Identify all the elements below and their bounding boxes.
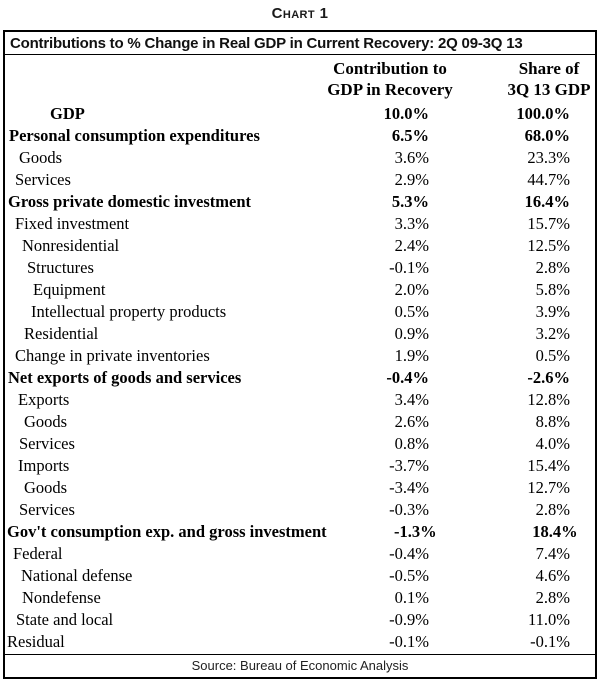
table-row	[5, 521, 595, 543]
table-row	[5, 477, 595, 499]
table-row	[5, 125, 595, 147]
row-contribution-value: 3.3%	[394, 214, 429, 233]
row-label: Services	[19, 500, 75, 519]
row-label: Residual	[7, 632, 65, 651]
row-contribution-value: 0.1%	[394, 588, 429, 607]
row-share-value: 23.3%	[527, 148, 570, 167]
row-label: Personal consumption expenditures	[9, 126, 260, 145]
row-share-value: 8.8%	[535, 412, 570, 431]
column-header-contribution-line1: Contribution to	[333, 59, 447, 78]
row-label: Intellectual property products	[31, 302, 227, 321]
row-share-value: -0.1%	[530, 632, 570, 651]
row-contribution-value: -0.3%	[389, 500, 429, 519]
row-label: Net exports of goods and services	[8, 368, 242, 387]
row-share-value: 15.4%	[527, 456, 570, 475]
row-contribution-value: 0.8%	[394, 434, 429, 453]
gdp-contributions-table	[3, 30, 597, 679]
table-row	[5, 411, 595, 433]
row-share-value: 0.5%	[535, 346, 570, 365]
row-label: Goods	[24, 478, 68, 497]
row-label: Goods	[19, 148, 63, 167]
row-contribution-value: 2.9%	[394, 170, 429, 189]
exhibit-heading: Chart 1	[271, 5, 329, 22]
row-contribution-value: -3.7%	[389, 456, 429, 475]
row-share-value: 12.5%	[527, 236, 570, 255]
row-contribution-value: 5.3%	[391, 192, 429, 211]
table-row	[5, 235, 595, 257]
row-contribution-value: 6.5%	[391, 126, 429, 145]
table-header-row	[5, 55, 595, 103]
table-row	[5, 455, 595, 477]
table-row	[5, 631, 595, 653]
table-row	[5, 301, 595, 323]
row-share-value: 12.7%	[527, 478, 570, 497]
row-label: Fixed investment	[15, 214, 130, 233]
row-label: Nonresidential	[22, 236, 120, 255]
row-contribution-value: -3.4%	[389, 478, 429, 497]
row-share-value: 3.9%	[535, 302, 570, 321]
row-share-value: 12.8%	[527, 390, 570, 409]
row-label: Nondefense	[22, 588, 101, 607]
row-share-value: 18.4%	[532, 522, 578, 541]
row-contribution-value: -0.4%	[386, 368, 429, 387]
table-row	[5, 433, 595, 455]
row-label: National defense	[21, 566, 133, 585]
row-share-value: 11.0%	[527, 610, 570, 629]
row-label: Equipment	[33, 280, 106, 299]
row-label: Residential	[24, 324, 99, 343]
row-share-value: 7.4%	[535, 544, 570, 563]
row-label: Federal	[13, 544, 63, 563]
table-row	[5, 587, 595, 609]
row-share-value: 2.8%	[535, 500, 570, 519]
table-row	[5, 103, 595, 125]
table-row	[5, 169, 595, 191]
column-header-share-line1: Share of	[518, 59, 580, 78]
row-share-value: 2.8%	[535, 588, 570, 607]
table-row	[5, 257, 595, 279]
row-label: State and local	[16, 610, 114, 629]
row-contribution-value: -0.4%	[389, 544, 429, 563]
row-contribution-value: -0.1%	[389, 258, 429, 277]
table-row	[5, 389, 595, 411]
row-share-value: 44.7%	[527, 170, 570, 189]
row-share-value: 15.7%	[527, 214, 570, 233]
row-label: Structures	[27, 258, 94, 277]
row-label: GDP	[50, 104, 85, 123]
row-share-value: 2.8%	[535, 258, 570, 277]
table-rows	[5, 103, 595, 653]
row-contribution-value: 2.6%	[394, 412, 429, 431]
table-row	[5, 147, 595, 169]
row-contribution-value: -0.1%	[389, 632, 429, 651]
table-row	[5, 191, 595, 213]
column-header-share	[449, 58, 600, 100]
table-row	[5, 499, 595, 521]
row-contribution-value: -0.5%	[389, 566, 429, 585]
row-contribution-value: 3.6%	[394, 148, 429, 167]
row-contribution-value: -0.9%	[389, 610, 429, 629]
row-label: Gov't consumption exp. and gross investment	[7, 522, 327, 541]
row-contribution-value: 0.5%	[394, 302, 429, 321]
row-share-value: 4.0%	[535, 434, 570, 453]
table-row	[5, 367, 595, 389]
table-row	[5, 543, 595, 565]
row-contribution-value: 10.0%	[383, 104, 429, 123]
row-contribution-value: 3.4%	[394, 390, 429, 409]
row-label: Imports	[18, 456, 70, 475]
row-contribution-value: 0.9%	[394, 324, 429, 343]
table-row	[5, 279, 595, 301]
row-share-value: 4.6%	[535, 566, 570, 585]
source-note: Source: Bureau of Economic Analysis	[5, 654, 595, 677]
row-contribution-value: -1.3%	[394, 522, 437, 541]
row-share-value: 16.4%	[524, 192, 570, 211]
row-contribution-value: 2.0%	[394, 280, 429, 299]
table-row	[5, 323, 595, 345]
table-row	[5, 345, 595, 367]
row-share-value: 68.0%	[524, 126, 570, 145]
row-contribution-value: 2.4%	[394, 236, 429, 255]
row-contribution-value: 1.9%	[394, 346, 429, 365]
row-label: Gross private domestic investment	[8, 192, 252, 211]
table-row	[5, 565, 595, 587]
row-share-value: 100.0%	[516, 104, 570, 123]
column-header-share-line2: 3Q 13 GDP	[507, 80, 591, 99]
table-title: Contributions to % Change in Real GDP in Current Recovery: 2Q 09-3Q 13	[5, 32, 595, 55]
row-share-value: 3.2%	[535, 324, 570, 343]
row-label: Services	[15, 170, 71, 189]
table-row	[5, 609, 595, 631]
row-share-value: -2.6%	[527, 368, 570, 387]
table-row	[5, 213, 595, 235]
row-share-value: 5.8%	[535, 280, 570, 299]
column-header-contribution-line2: GDP in Recovery	[327, 80, 453, 99]
row-label: Goods	[24, 412, 68, 431]
row-label: Change in private inventories	[15, 346, 210, 365]
row-label: Services	[19, 434, 75, 453]
row-label: Exports	[18, 390, 70, 409]
